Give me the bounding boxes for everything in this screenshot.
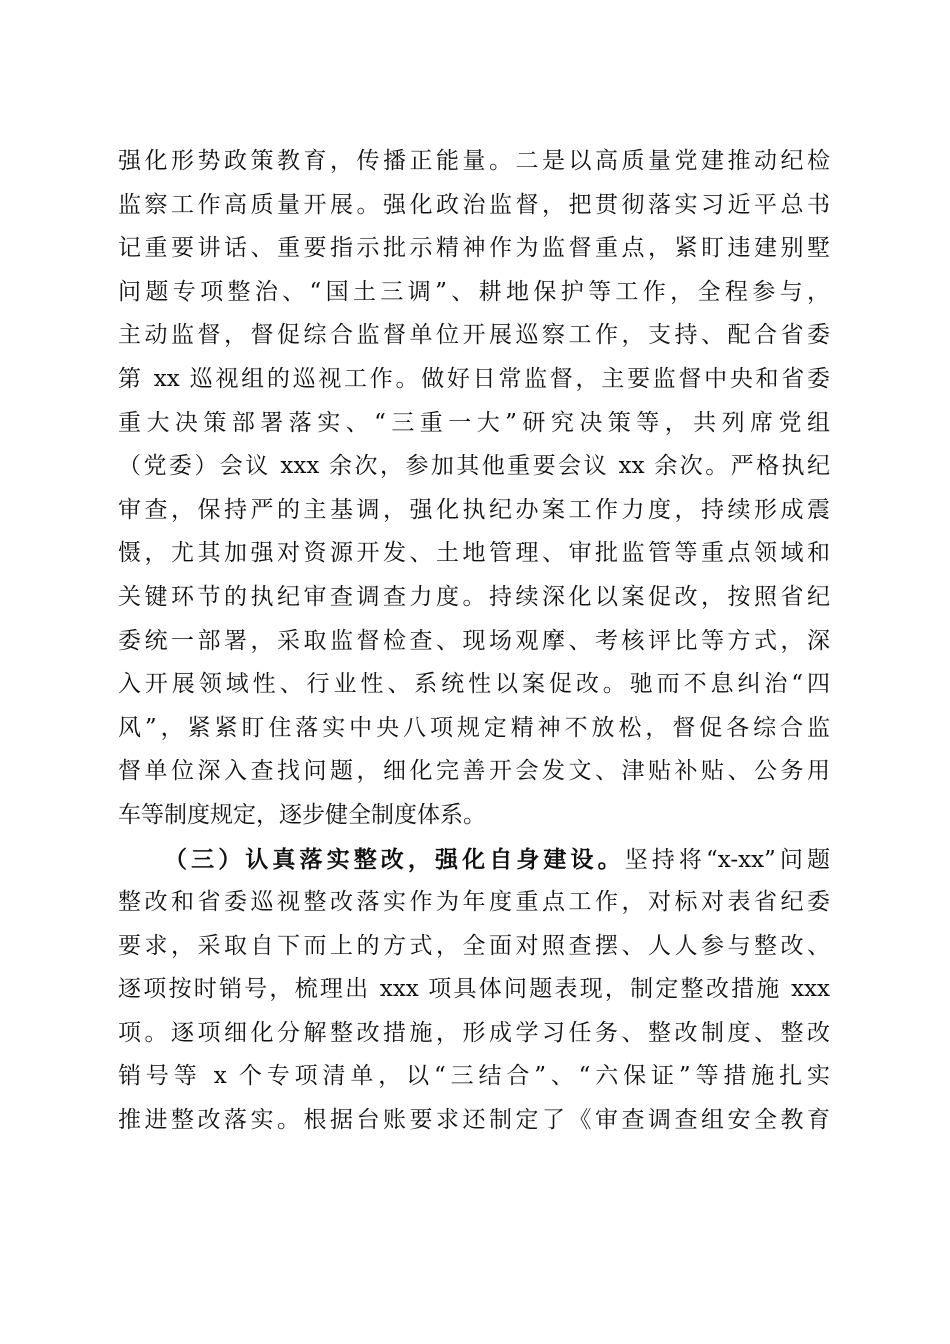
text-line: 关键环节的执纪审查调查力度。持续深化以案促改，按照省纪 — [118, 583, 830, 610]
text-line: 问题专项整治、“国土三调”、耕地保护等工作，全程参与， — [118, 278, 830, 305]
text-line: 项。逐项细化分解整改措施，形成学习任务、整改制度、整改 — [118, 1019, 830, 1046]
text-line: 入开展领域性、行业性、系统性以案促改。驰而不息纠治“四 — [118, 671, 830, 698]
text-line: 委统一部署，采取监督检查、现场观摩、考核评比等方式，深 — [118, 627, 830, 654]
text-line: 要求，采取自下而上的方式，全面对照查摆、人人参与整改、 — [118, 932, 830, 959]
text-line: 审查，保持严的主基调，强化执纪办案工作力度，持续形成震 — [118, 496, 830, 523]
text-line: 督单位深入查找问题，细化完善开会发文、津贴补贴、公务用 — [118, 758, 830, 785]
text-line: 整改和省委巡视整改落实作为年度重点工作，对标对表省纪委 — [118, 889, 830, 916]
text-line: 推进整改落实。根据台账要求还制定了《审查调查组安全教育 — [118, 1107, 830, 1134]
text-line: 重大决策部署落实、“三重一大”研究决策等，共列席党组 — [118, 409, 830, 436]
text-line: 逐项按时销号，梳理出 xxx 项具体问题表现，制定整改措施 xxx — [118, 976, 830, 1003]
text-line: 销号等 x 个专项清单，以“三结合”、“六保证”等措施扎实 — [118, 1063, 830, 1090]
text-line: 主动监督，督促综合监督单位开展巡察工作，支持、配合省委 — [118, 322, 830, 349]
text-line: 车等制度规定，逐步健全制度体系。 — [118, 801, 486, 828]
text-line: 风”，紧紧盯住落实中央八项规定精神不放松，督促各综合监 — [118, 714, 830, 741]
text-line: 慑，尤其加强对资源开发、土地管理、审批监管等重点领域和 — [118, 540, 830, 567]
text-line: 监察工作高质量开展。强化政治监督，把贯彻落实习近平总书 — [118, 191, 830, 218]
paragraph-1 — [118, 140, 830, 838]
text-line: 强化形势政策教育，传播正能量。二是以高质量党建推动纪检 — [118, 148, 830, 174]
paragraph-2 — [118, 838, 830, 1143]
text-line: 第 xx 巡视组的巡视工作。做好日常监督，主要监督中央和省委 — [118, 365, 830, 392]
text-run: 坚持将“x-xx”问题 — [624, 846, 830, 873]
section-heading: （三）认真落实整改，强化自身建设。 — [164, 845, 625, 873]
document-body — [118, 140, 830, 1143]
text-line: 记重要讲话、重要指示批示精神作为监督重点，紧盯违建别墅 — [118, 235, 830, 262]
text-line: （党委）会议 xxx 余次，参加其他重要会议 xx 余次。严格执纪 — [118, 453, 830, 480]
section-heading-line — [118, 838, 830, 882]
